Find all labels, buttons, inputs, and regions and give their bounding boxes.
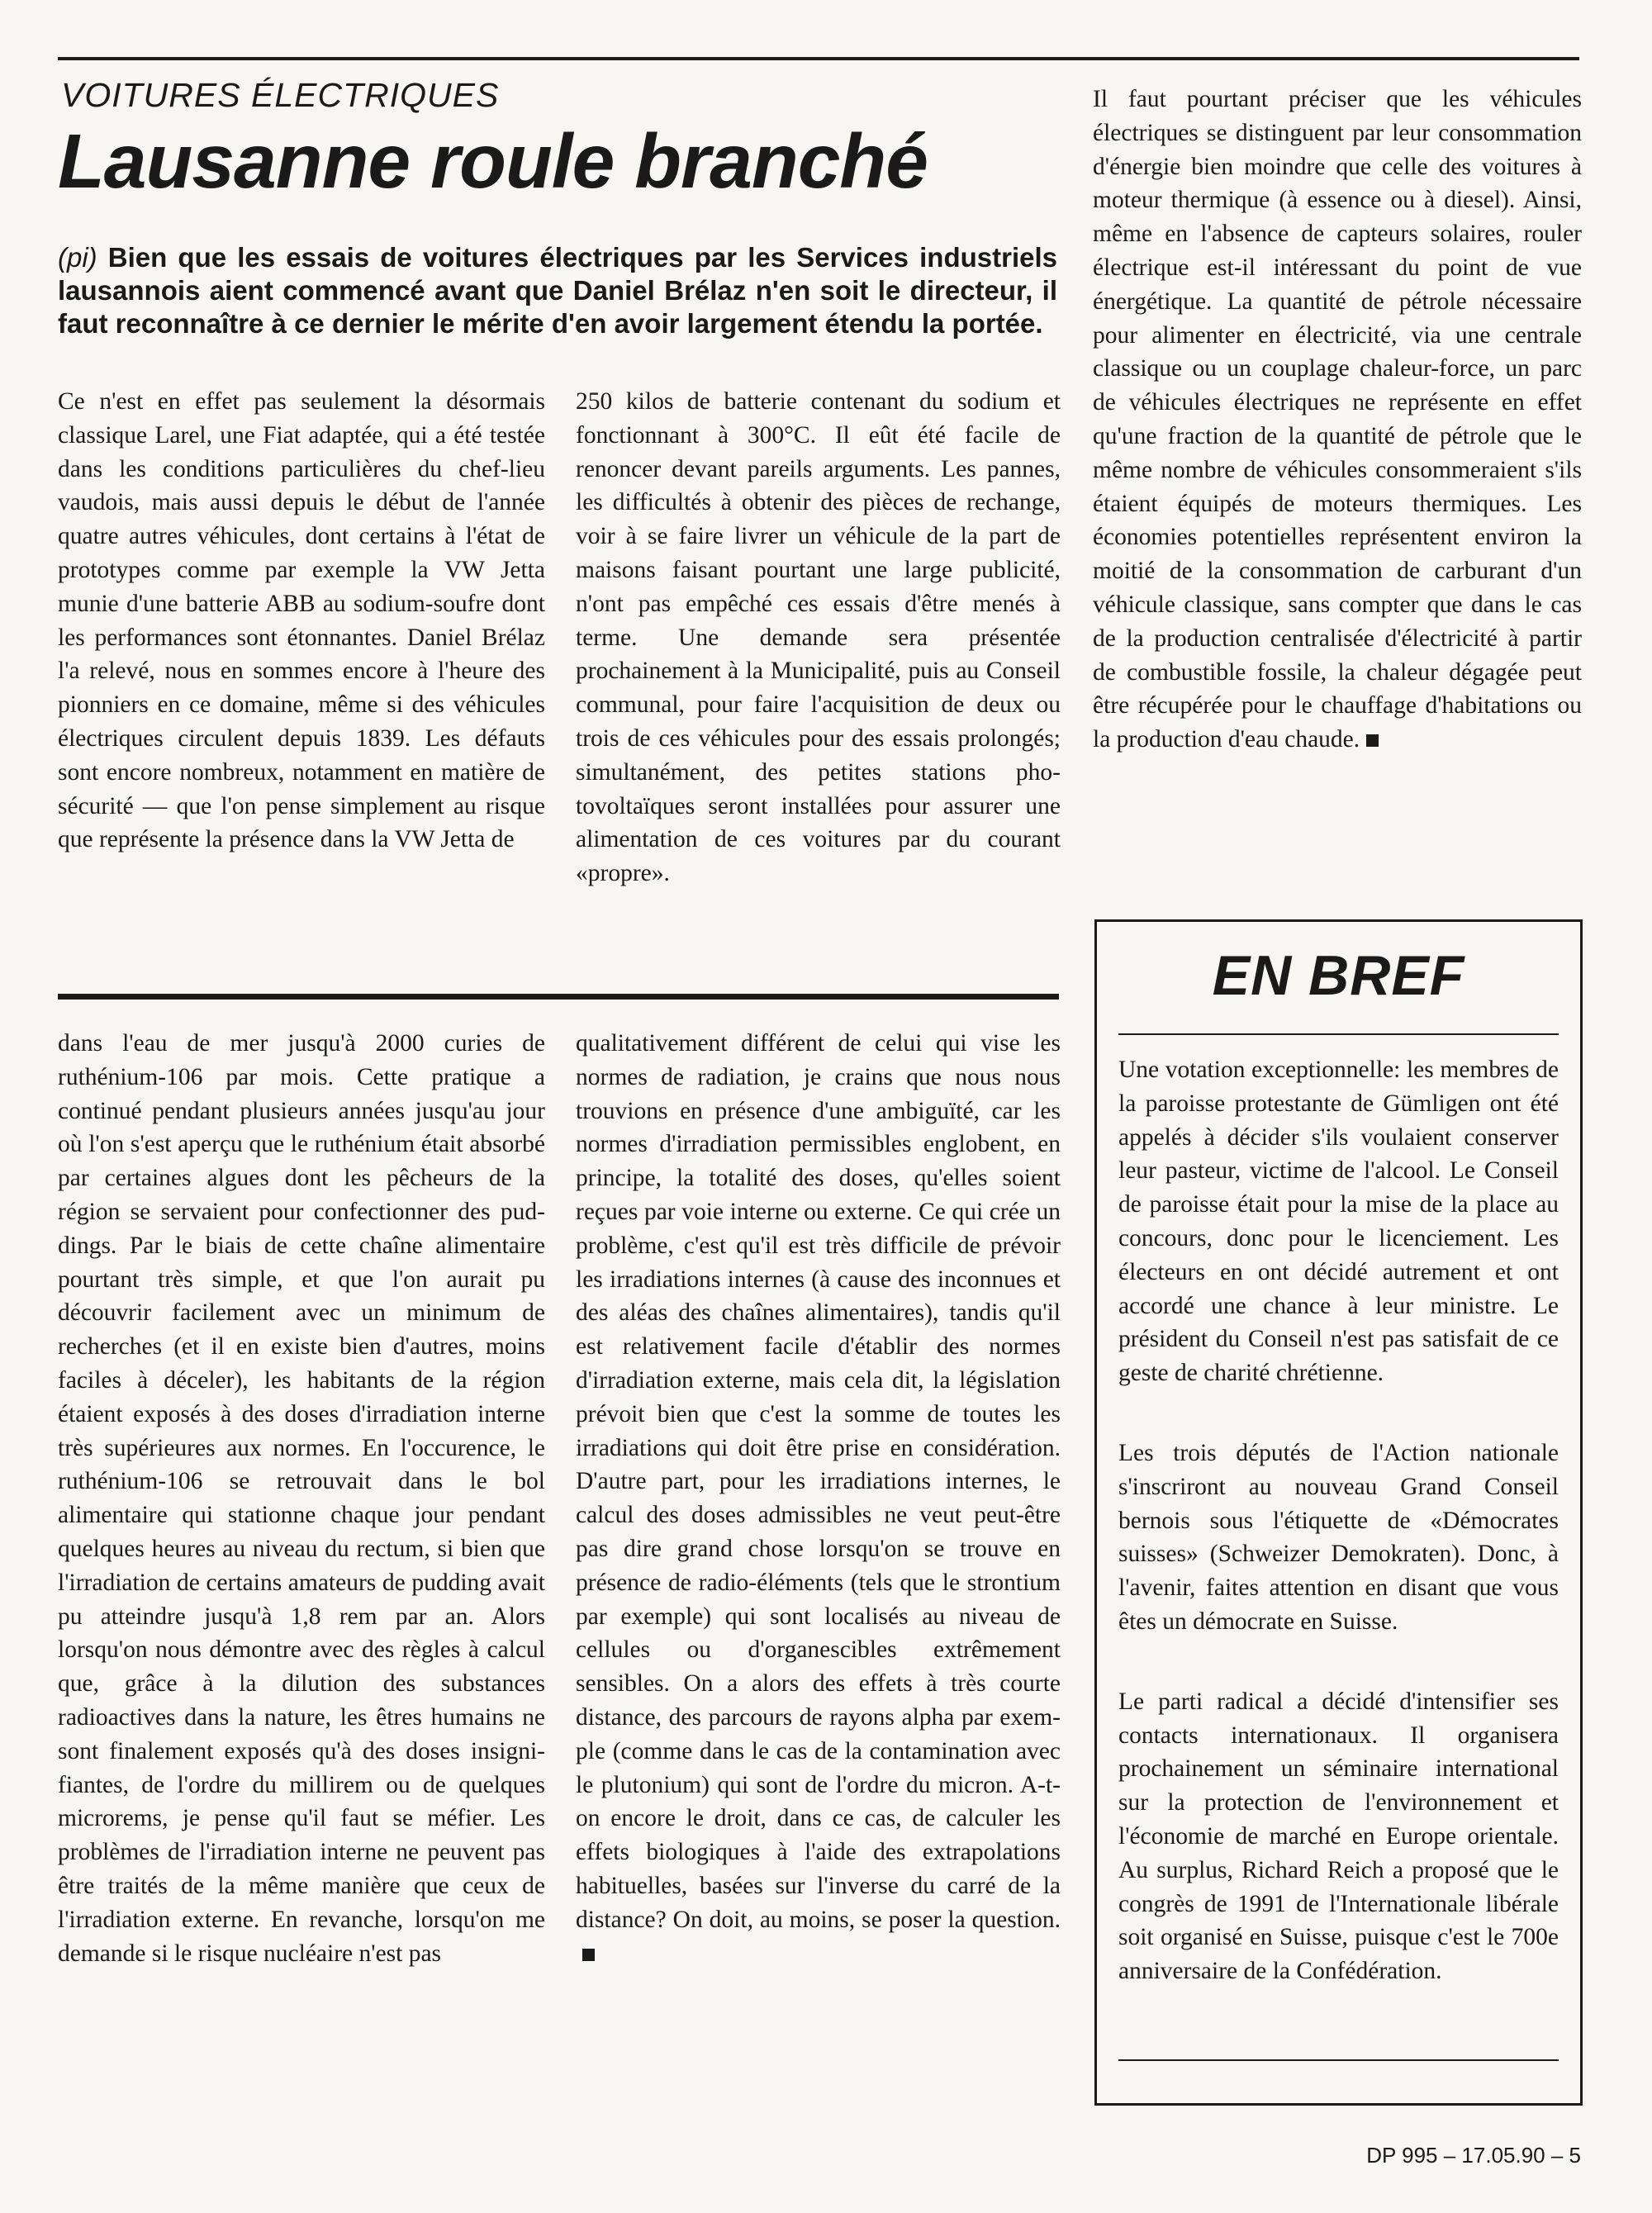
article-column-2: 250 kilos de batterie contenant du sodium et fonctionnant à 300°C. Il eût été facile de renoncer devant pareils arguments. Les pannes, les difficultés à obtenir des pièces de rechange, voir à se faire livrer un véhicule de la part de maisons faisant pourtant une large publicité, n'ont pas empêché ces essais d'être menés à terme. Une demande sera présentée prochainement à la Municipalité, puis au Conseil communal, pour faire l'acquisition de deux ou trois de ces véhicules pour des essais prolongés; simultanément, des petites stations photovoltaïques seront installées pour assurer une alimentation de ces voitures par du courant «propre». bbox=[576, 388, 1061, 887]
en-bref-title: EN BREF bbox=[1212, 944, 1465, 1007]
author-signature: (pi) bbox=[58, 242, 97, 273]
article-title: Lausanne roule branché bbox=[58, 118, 928, 204]
en-bref-body bbox=[1118, 1033, 1559, 2061]
article-rubric: VOITURES ÉLECTRIQUES bbox=[61, 76, 500, 114]
section-rule bbox=[58, 994, 1059, 1000]
end-of-article-mark bbox=[1366, 734, 1379, 747]
article-column-3 bbox=[1093, 83, 1582, 757]
brief-item: Les trois députés de l'Action nationale s'inscriront au nouveau Grand Conseil bernois sous l'étiquette de «Démocrates suisses» (Schweizer Demokraten). Donc, à l'avenir, faites attention en disant que vous êtes un démocrate en Suisse. bbox=[1118, 1439, 1559, 1635]
top-rule bbox=[58, 57, 1579, 60]
brief-item: Une votation exceptionnelle: les membres de la paroisse protestante de Gümligen ont été appelés à décider s'ils voulaient conserver leur pasteur, victime de l'alcool. Le Conseil de paroisse était pour la mise de la place au concours, donc pour le licenciement. Les électeurs en ont décidé autrement et ont accordé une chance à leur ministre. Le président du Conseil n'est pas satisfait de ce geste de charité chrétienne. bbox=[1118, 1057, 1559, 1387]
end-of-article-mark bbox=[582, 1949, 595, 1961]
continuation-column-2-text: qualitativement différent de celui qui vise les normes de radiation, je crains que nous nous trouvions en présence d'une ambiguïté, car les normes d'irradiation permissibles englobent, en principe, la totalité des doses, qu'elles soient reçues par voie interne ou externe. Ce qui crée un problème, c'est qu'il est très difficile de prévoir les irradiations internes (à cause des inconnues et des aléas des chaînes alimentaires), tandis qu'il est relativement facile d'établir des normes d'irradiation externe, mais cela dit, la législation prévoit bien que c'est la somme de toutes les irradiations qui doit être prise en considération. D'autre part, pour les irradiations internes, le calcul des doses admissibles ne veut peut-être pas dire grand chose lorsqu'on se trouve en présence de radio-éléments (tels que le strontium par exemple) qui sont localisés au niveau de cellules ou d'organescibles extrêmement sensibles. On a alors des effets à très courte distance, des parcours de rayons alpha par exemple (comme dans le cas de la contamination avec le plutonium) qui sont de l'ordre du micron. A-t-on encore le droit, dans ce cas, de calculer les effets biologiques à l'aide des extrapolations habituelles, basées sur l'inverse du carré de la distance? On doit, au moins, se poser la question. bbox=[576, 1030, 1061, 1933]
continuation-column-2 bbox=[576, 1027, 1061, 1970]
page-footer: DP 995 – 17.05.90 – 5 bbox=[1366, 2143, 1581, 2168]
brief-item: Le parti radical a décidé d'intensifier ses contacts internationaux. Il organisera prochainement un séminaire international sur la protection de l'environnement et l'économie de marché en Europe orientale. Au surplus, Richard Reich a proposé que le congrès de 1991 de l'Internationale libérale soit organisé en Suisse, puisque c'est le 700e anniversaire de la Confédération. bbox=[1118, 1688, 1559, 1985]
article-column-1: Ce n'est en effet pas seulement la désormais classique Larel, une Fiat adaptée, qui a été testée dans les conditions particulières du chef-lieu vaudois, mais aussi depuis le début de l'année quatre autres véhicules, dont certains à l'état de prototypes comme par exemple la VW Jetta munie d'une batterie ABB au sodium-soufre dont les performances sont étonnantes. Daniel Brélaz l'a relevé, nous en sommes encore à l'heure des pionniers en ce domaine, même si des véhicules électriques circulent depuis 1839. Les défauts sont encore nombreux, notamment en matière de sécurité — que l'on pense simplement au risque que représente la présence dans la VW Jetta de bbox=[58, 388, 545, 853]
en-bref-box bbox=[1094, 919, 1583, 2106]
continuation-column-1: dans l'eau de mer jusqu'à 2000 curies de ruthénium-106 par mois. Cette pratique a continué pendant plusieurs années jusqu'au jour où l'on s'est aperçu que le ruthénium était absorbé par certaines algues dont les pêcheurs de la région se servaient pour confectionner des puddings. Par le biais de cette chaîne alimentaire pourtant très simple, et que l'on aurait pu découvrir facilement avec un minimum de recherches (et il en existe bien d'autres, moins faciles à déceler), les habitants de la région étaient exposés à des doses d'irradiation interne très supérieures aux normes. En l'occurence, le ruthénium-106 se retrouvait dans le bol alimentaire qui stationne chaque jour pendant quelques heures au niveau du rectum, si bien que l'irradiation de certains amateurs de pudding avait pu atteindre jusqu'à 1,8 rem par an. Alors lorsqu'on nous démontre avec des règles à calcul que, grâce à la dilution des substances radioactives dans la nature, les êtres humains ne sont finalement exposés qu'à des doses insignifiantes, de l'ordre du millirem ou de quelques microrems, je pense qu'il faut se méfier. Les problèmes de l'irradiation interne ne peuvent pas être traités de la même manière que ceux de l'irradiation externe. En revanche, lorsqu'on me demande si le risque nucléaire n'est pas bbox=[58, 1030, 545, 1967]
lead-text: Bien que les essais de voitures électriques par les Services industriels lausannois aient commencé avant que Daniel Brélaz n'en soit le directeur, il faut reconnaître à ce dernier le mérite d'en avoir largement étendu la portée. bbox=[58, 242, 1057, 339]
article-column-3-text: Il faut pourtant préciser que les véhicules électriques se distinguent par leur consommation d'énergie bien moindre que celle des voitures à moteur thermique (à essence ou à diesel). Ainsi, même en l'absence de capteurs solaires, rouler électrique est-il intéressant du point de vue énergétique. La quantité de pétrole nécessaire pour alimenter en électricité, via une centrale classique ou un couplage chaleur-force, un parc de véhicules électriques ne représente en effet qu'une fraction de la quantité de pétrole que le même nombre de véhicules consommeraient s'ils étaient équipés de moteurs thermiques. Les économies potentielles représentent environ la moitié de la consommation de carburant d'un véhicule classique, sans compter que dans le cas de la production centralisée d'électricité à partir de combustible fossile, la chaleur dégagée peut être récupérée pour le chauffage d'habitations ou la production d'eau chaude. bbox=[1093, 86, 1582, 753]
article-lead bbox=[58, 241, 1057, 340]
